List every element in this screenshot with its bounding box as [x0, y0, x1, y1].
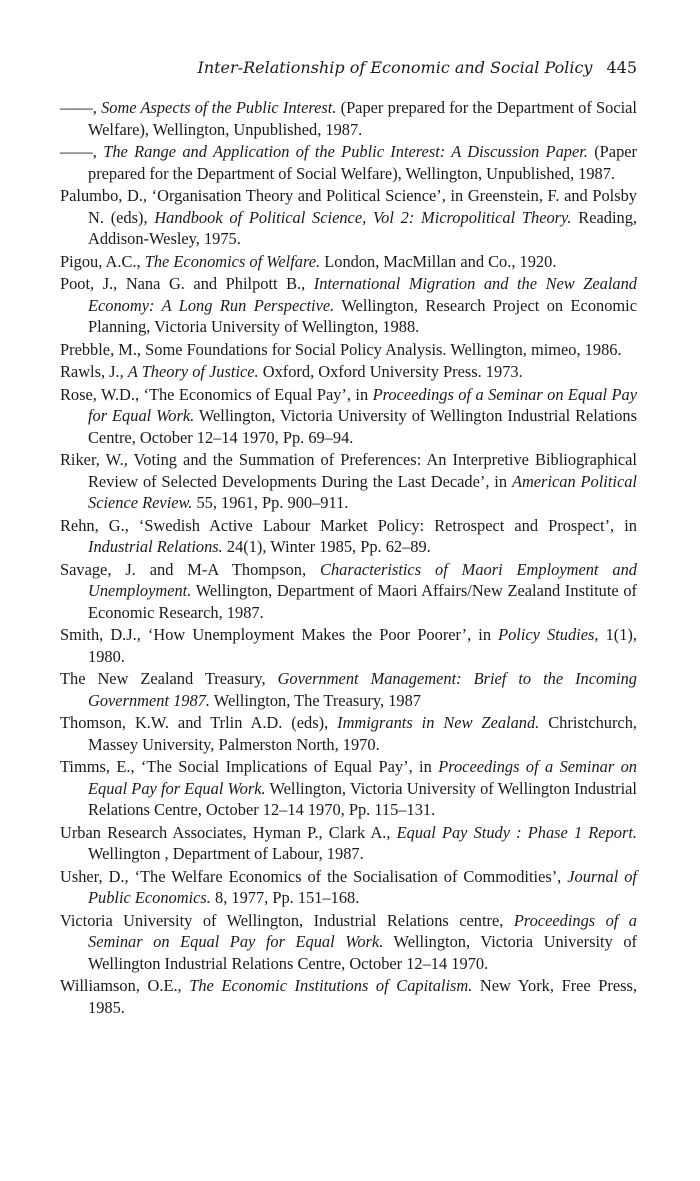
- reference-text: London, MacMillan and Co., 1920.: [320, 251, 557, 271]
- reference-title: A Theory of Justice.: [127, 362, 259, 381]
- reference-text: Wellington, Victoria University of Wellington Industrial Relations Centre, October 12–14 1970, Pp. 69–94.: [88, 406, 638, 447]
- reference-entry: [60, 975, 637, 1018]
- reference-text: New York, Free Press, 1985.: [88, 976, 637, 1017]
- reference-entry: [60, 361, 637, 383]
- reference-entry: [60, 712, 637, 755]
- reference-entry: [60, 273, 637, 338]
- reference-entry: [60, 97, 637, 140]
- reference-entry: [60, 866, 637, 909]
- reference-text: Victoria University of Wellington, Industrial Relations centre,: [60, 910, 514, 930]
- reference-text: 1(1), 1980.: [88, 625, 637, 666]
- reference-title: Journal of Public Economics.: [88, 866, 637, 907]
- reference-text: Prebble, M., Some Foundations for Social Policy Analysis. Wellington, mimeo, 1986.: [60, 339, 622, 359]
- reference-title: The Economic Institutions of Capitalism.: [189, 976, 473, 995]
- reference-title: The Range and Application of the Public Interest: A Discussion Paper.: [103, 142, 588, 161]
- reference-title: Proceedings of a Seminar on Equal Pay for Equal Work.: [88, 757, 637, 798]
- reference-text: Wellington, Victoria University of Wellington Industrial Relations Centre, October 12–14 1970.: [88, 932, 637, 973]
- reference-text: Christchurch, Massey University, Palmerston North, 1970.: [88, 713, 637, 754]
- reference-title: Handbook of Political Science, Vol 2: Micropolitical Theory.: [154, 207, 572, 227]
- reference-title: Immigrants in New Zealand.: [337, 713, 540, 732]
- reference-title: Some Aspects of the Public Interest.: [101, 98, 337, 117]
- reference-text: Wellington, The Treasury, 1987: [210, 690, 421, 710]
- reference-title: Characteristics of Maori Employment and Unemployment.: [88, 559, 637, 600]
- reference-text: Urban Research Associates, Hyman P., Clark A.,: [60, 822, 397, 842]
- reference-text: Riker, W., Voting and the Summation of Preferences: An Interpretive Bibliographical Review of Selected Developments During the Last Decade’, in: [60, 450, 637, 491]
- reference-title: The Economics of Welfare.: [144, 251, 321, 271]
- reference-text: ——,: [60, 98, 102, 117]
- reference-text: Timms, E., ‘The Social Implications of Equal Pay’, in: [60, 757, 439, 776]
- reference-title: Government Management: Brief to the Incoming Government 1987.: [88, 669, 637, 710]
- reference-entry: [60, 449, 637, 514]
- reference-text: 24(1), Winter 1985, Pp. 62–89.: [222, 537, 431, 556]
- reference-title: Proceedings of a Seminar on Equal Pay for Equal Work.: [88, 910, 637, 951]
- reference-text: Usher, D., ‘The Welfare Economics of the Socialisation of Commodities’,: [60, 866, 568, 886]
- reference-text: Rawls, J.,: [60, 362, 128, 381]
- reference-text: Oxford, Oxford University Press. 1973.: [258, 362, 523, 381]
- reference-entry: [60, 384, 637, 449]
- reference-text: Savage, J. and M-A Thompson,: [60, 559, 321, 579]
- reference-title: Equal Pay Study : Phase 1 Report.: [396, 822, 637, 842]
- reference-text: Thomson, K.W. and Trlin A.D. (eds),: [60, 713, 338, 732]
- reference-text: (Paper prepared for the Department of Social Welfare), Wellington, Unpublished, 1987.: [88, 142, 637, 183]
- reference-text: Reading, Addison-Wesley, 1975.: [88, 207, 637, 248]
- reference-text: (Paper prepared for the Department of Social Welfare), Wellington, Unpublished, 1987.: [88, 98, 637, 139]
- reference-title: Policy Studies,: [498, 625, 599, 644]
- reference-entry: [60, 185, 637, 250]
- reference-entry: [60, 624, 637, 667]
- reference-text: Rose, W.D., ‘The Economics of Equal Pay’, in: [60, 384, 373, 404]
- reference-text: Palumbo, D., ‘Organisation Theory and Political Science’, in Greenstein, F. and Polsby N. (eds),: [60, 186, 637, 227]
- reference-list: [60, 97, 637, 1019]
- reference-text: 8, 1977, Pp. 151–168.: [210, 888, 360, 907]
- reference-title: Proceedings of a Seminar on Equal Pay for Equal Work.: [88, 384, 637, 425]
- reference-entry: [60, 339, 637, 361]
- reference-entry: [60, 515, 637, 558]
- reference-text: Smith, D.J., ‘How Unemployment Makes the Poor Poorer’, in: [60, 625, 499, 644]
- reference-text: 55, 1961, Pp. 900–911.: [192, 493, 349, 512]
- reference-entry: [60, 559, 637, 624]
- reference-entry: [60, 141, 637, 184]
- reference-entry: [60, 756, 637, 821]
- reference-title: American Political Science Review.: [88, 471, 637, 512]
- reference-title: International Migration and the New Zealand Economy: A Long Run Perspective.: [88, 274, 637, 315]
- reference-text: Wellington, Department of Maori Affairs/New Zealand Institute of Economic Research, 1987.: [88, 581, 637, 622]
- running-title: Inter-Relationship of Economic and Social Policy: [197, 58, 593, 77]
- reference-text: Pigou, A.C.,: [60, 251, 145, 271]
- reference-entry: [60, 668, 637, 711]
- reference-entry: [60, 910, 637, 975]
- reference-entry: [60, 251, 637, 273]
- reference-text: Williamson, O.E.,: [60, 976, 190, 995]
- reference-text: Rehn, G., ‘Swedish Active Labour Market Policy: Retrospect and Prospect’, in: [60, 515, 637, 535]
- reference-text: Wellington, Research Project on Economic Planning, Victoria University of Wellington, 1988.: [88, 295, 637, 336]
- reference-text: The New Zealand Treasury,: [60, 669, 278, 688]
- reference-entry: [60, 822, 637, 865]
- page-number: 445: [606, 58, 637, 77]
- running-header: [60, 58, 637, 78]
- reference-text: ——,: [60, 142, 104, 161]
- reference-text: Wellington , Department of Labour, 1987.: [88, 844, 364, 863]
- reference-text: Poot, J., Nana G. and Philpott B.,: [60, 274, 314, 293]
- reference-text: Wellington, Victoria University of Wellington Industrial Relations Centre, October 12–14 1970, Pp. 115–131.: [88, 778, 637, 819]
- reference-title: Industrial Relations.: [88, 537, 223, 556]
